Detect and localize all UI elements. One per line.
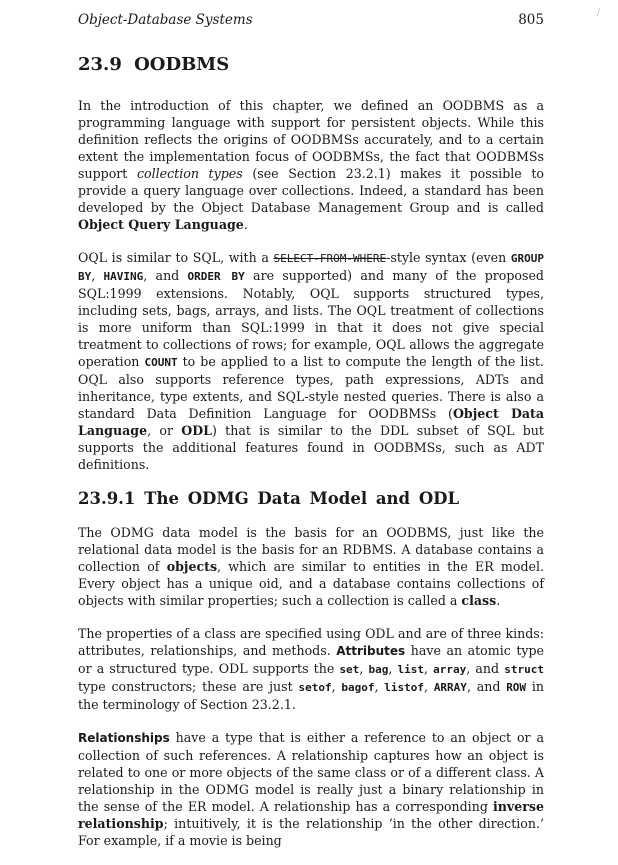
running-title: Object-Database Systems: [78, 12, 253, 28]
text-run: ,: [424, 679, 434, 694]
term-class: class: [461, 593, 497, 608]
code-array: array: [433, 663, 467, 676]
text-run: , and: [466, 661, 505, 676]
text-run: In the introduction of this chapter, we defined an OODBMS as a programming language with support for persistent objects. While this definition reflects the origins of OODBMSs accurately, and to a certain extent the implementation focus of OODBMSs, the fact that OODBMSs support: [78, 98, 544, 181]
edge-mark: /: [596, 8, 600, 18]
section-title: OODBMS: [134, 54, 230, 75]
section-number: 23.9: [78, 54, 122, 75]
code-bagof: bagof: [341, 681, 375, 694]
text-run: ) that is similar to the DDL subset of SQL but supports the additional features found in OODBMSs, such as ADT definitions.: [78, 423, 544, 472]
text-run: -style syntax (even: [386, 250, 511, 265]
section-heading: [78, 54, 544, 75]
text-run: , and: [143, 268, 188, 283]
term-objects: objects: [166, 559, 218, 574]
text-run: to be applied to a list to compute the length of the list. OQL also supports reference types, path expressions, ADTs and inheritance, type extents, and SQL-style nested queries. There is also a standard Data Definition Language for OODBMSs (: [78, 354, 544, 421]
term-object-query-language: Object Query Language: [78, 217, 244, 232]
subsection-title: The ODMG Data Model and ODL: [144, 489, 460, 508]
text-run: have an atomic type or a structured type. ODL supports the: [78, 643, 545, 676]
text-run: The properties of a class are specified using ODL and are of three kinds: attributes, relationships, and methods.: [78, 626, 544, 658]
subsection-number: 23.9.1: [78, 489, 136, 508]
paragraph-oql: [78, 249, 544, 473]
text-run: type constructors; these are just: [78, 679, 299, 694]
page-body: [78, 54, 544, 865]
text-run: in the terminology of Section 23.2.1.: [78, 679, 544, 712]
code-count: COUNT: [144, 356, 178, 369]
paragraph-odmg-data-model: [78, 524, 544, 609]
code-struct: struct: [504, 663, 544, 676]
text-run: ,: [359, 661, 369, 676]
text-run: , which are similar to entities in the ER model. Every object has a unique oid, and a database contains collections of objects with similar properties; such a collection is called a: [78, 559, 545, 608]
emphasis-collection-types: collection types: [136, 166, 243, 181]
text-run: ,: [374, 679, 385, 694]
text-run: OQL is similar to SQL, with a: [78, 250, 274, 265]
text-run: have a type that is either a reference to an object or a collection of such references. A relationship captures how an object is related to one or more objects of the same class or of a different class. A relationship in the ODMG model is really just a binary relationship in the sense of the ER model. A relationship has a corresponding: [78, 730, 544, 814]
page-number: 805: [518, 12, 544, 28]
code-row: ROW: [506, 681, 527, 694]
text-run: ,: [388, 661, 398, 676]
code-group-by: GROUP BY: [78, 252, 544, 283]
code-select-from-where: SELECT-FROM-WHERE: [273, 252, 387, 265]
code-setof: setof: [298, 681, 332, 694]
paragraph-relationships: [78, 729, 544, 849]
page-header: [78, 12, 544, 34]
text-run: are supported) and many of the proposed SQL:1999 extensions. Notably, OQL supports structured types, including sets, bags, arrays, and lists. The OQL treatment of collections is more uniform than SQL:1999 in that it does not give special treatment to collections of rows; for example, OQL allows the aggregate operation: [78, 268, 544, 369]
text-run: ,: [91, 268, 104, 283]
text-run: ,: [331, 679, 342, 694]
term-relationships: Relationships: [78, 731, 170, 745]
text-run: .: [243, 217, 248, 232]
text-run: ,: [424, 661, 434, 676]
text-run: (see Section 23.2.1) makes it possible to provide a query language over collections. Indeed, a standard has been developed by the Object Database Management Group and is called: [78, 166, 544, 215]
term-attributes: Attributes: [336, 644, 406, 658]
subsection-heading: [78, 489, 544, 508]
paragraph-oodbms-intro: [78, 97, 544, 233]
term-object-data-language: Object Data Language: [78, 406, 544, 438]
text-run: .: [496, 593, 501, 608]
code-list: list: [397, 663, 424, 676]
paragraph-class-properties: [78, 625, 544, 713]
text-run: , and: [466, 679, 507, 694]
code-array-upper: ARRAY: [433, 681, 467, 694]
text-run: The ODMG data model is the basis for an OODBMS, just like the relational data model is the basis for an RDBMS. A database contains a collection of: [78, 525, 544, 574]
term-inverse-relationship: inverse relationship: [78, 799, 544, 831]
code-order-by: ORDER BY: [187, 270, 245, 283]
text-run: , or: [147, 423, 182, 438]
code-listof: listof: [384, 681, 425, 694]
text-run: ; intuitively, it is the relationship ‘in the other direction.’ For example, if a movie is being: [78, 816, 544, 848]
code-set: set: [339, 663, 360, 676]
code-having: HAVING: [103, 270, 144, 283]
term-odl: ODL: [181, 423, 212, 438]
code-bag: bag: [368, 663, 389, 676]
